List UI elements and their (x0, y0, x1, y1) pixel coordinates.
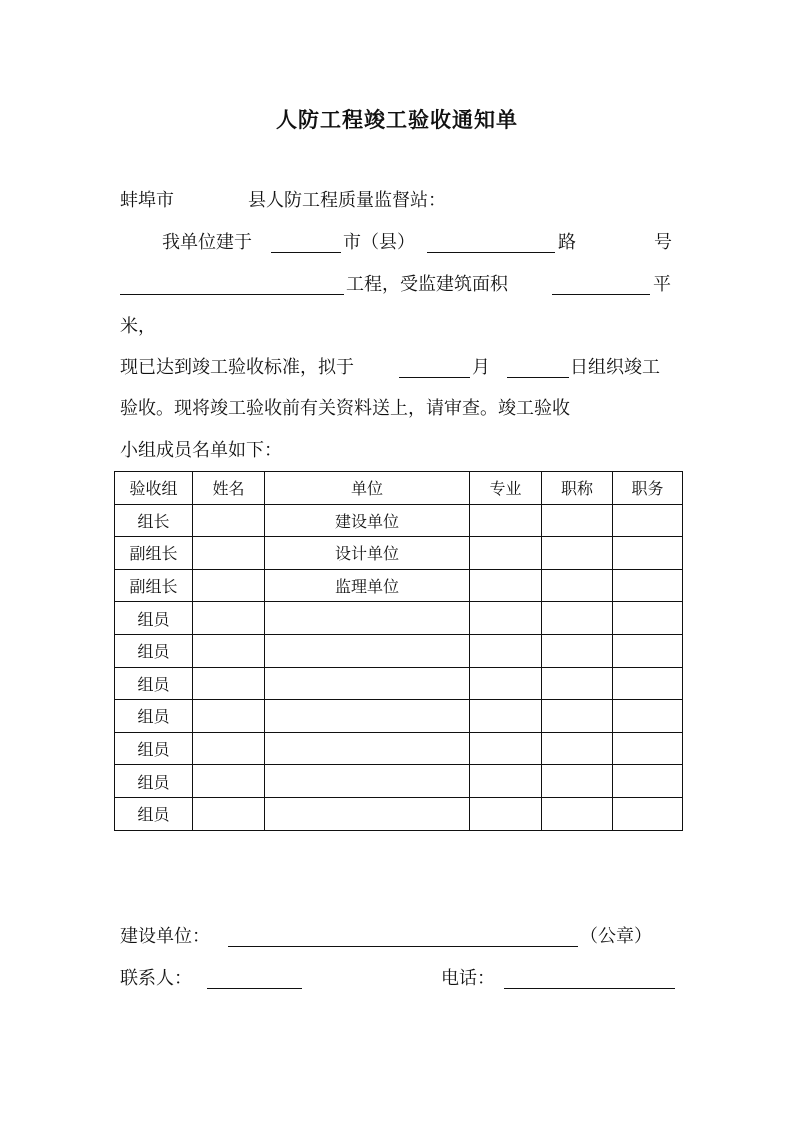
blank-contact[interactable] (207, 988, 302, 989)
cell-specialty[interactable] (470, 700, 542, 733)
para-line4-c: 日组织竣工 (570, 357, 660, 378)
addressee-station: 县人防工程质量监督站： (248, 190, 446, 211)
cell-position[interactable] (613, 569, 683, 602)
footer-seal: （公章） (580, 926, 652, 947)
cell-unit[interactable] (265, 765, 470, 798)
cell-group: 组员 (115, 667, 193, 700)
cell-title[interactable] (542, 797, 613, 830)
cell-position[interactable] (613, 634, 683, 667)
cell-name[interactable] (193, 504, 265, 537)
footer-unit-label: 建设单位： (120, 926, 210, 947)
cell-position[interactable] (613, 602, 683, 635)
cell-group: 组员 (115, 634, 193, 667)
cell-specialty[interactable] (470, 667, 542, 700)
para-line2-b: 平 (653, 274, 671, 295)
header-title: 职称 (542, 472, 613, 505)
cell-title[interactable] (542, 732, 613, 765)
table-header-row (115, 472, 683, 505)
blank-build-city[interactable] (271, 252, 341, 253)
cell-group: 组长 (115, 504, 193, 537)
cell-group: 副组长 (115, 537, 193, 570)
cell-name[interactable] (193, 634, 265, 667)
cell-group: 副组长 (115, 569, 193, 602)
table-row (115, 732, 683, 765)
addressee-city: 蚌埠市 (120, 190, 174, 211)
cell-unit: 建设单位 (265, 504, 470, 537)
cell-unit[interactable] (265, 700, 470, 733)
cell-unit[interactable] (265, 602, 470, 635)
cell-position[interactable] (613, 797, 683, 830)
cell-title[interactable] (542, 537, 613, 570)
cell-name[interactable] (193, 797, 265, 830)
cell-name[interactable] (193, 700, 265, 733)
cell-position[interactable] (613, 667, 683, 700)
cell-position[interactable] (613, 700, 683, 733)
cell-unit[interactable] (265, 667, 470, 700)
blank-road[interactable] (427, 252, 555, 253)
cell-unit: 设计单位 (265, 537, 470, 570)
cell-title[interactable] (542, 504, 613, 537)
cell-specialty[interactable] (470, 765, 542, 798)
table-row (115, 700, 683, 733)
cell-group: 组员 (115, 700, 193, 733)
para-line2-a: 工程，受监建筑面积 (346, 274, 508, 295)
table-row (115, 569, 683, 602)
table-row (115, 504, 683, 537)
cell-name[interactable] (193, 602, 265, 635)
table-row (115, 602, 683, 635)
blank-area[interactable] (552, 294, 650, 295)
header-specialty: 专业 (470, 472, 542, 505)
para-line1-b: 市（县） (343, 232, 415, 253)
blank-project-name[interactable] (120, 294, 344, 295)
table-row (115, 765, 683, 798)
cell-name[interactable] (193, 537, 265, 570)
header-group: 验收组 (115, 472, 193, 505)
cell-title[interactable] (542, 700, 613, 733)
blank-construction-unit[interactable] (228, 946, 578, 947)
cell-unit: 监理单位 (265, 569, 470, 602)
cell-specialty[interactable] (470, 569, 542, 602)
header-position: 职务 (613, 472, 683, 505)
members-table (114, 471, 683, 831)
cell-unit[interactable] (265, 634, 470, 667)
cell-title[interactable] (542, 569, 613, 602)
cell-specialty[interactable] (470, 797, 542, 830)
footer-contact-label: 联系人： (120, 968, 192, 989)
cell-position[interactable] (613, 732, 683, 765)
header-unit: 单位 (265, 472, 470, 505)
cell-specialty[interactable] (470, 504, 542, 537)
table-row (115, 797, 683, 830)
cell-name[interactable] (193, 732, 265, 765)
cell-specialty[interactable] (470, 602, 542, 635)
para-line3: 米， (120, 316, 156, 337)
blank-day[interactable] (507, 377, 569, 378)
table-row (115, 537, 683, 570)
cell-unit[interactable] (265, 732, 470, 765)
blank-phone[interactable] (504, 988, 675, 989)
table-row (115, 634, 683, 667)
cell-name[interactable] (193, 765, 265, 798)
cell-title[interactable] (542, 765, 613, 798)
cell-specialty[interactable] (470, 634, 542, 667)
cell-unit[interactable] (265, 797, 470, 830)
cell-title[interactable] (542, 634, 613, 667)
table-row (115, 667, 683, 700)
cell-group: 组员 (115, 602, 193, 635)
footer-phone-label: 电话： (441, 968, 495, 989)
cell-name[interactable] (193, 569, 265, 602)
para-line5: 验收。现将竣工验收前有关资料送上，请审查。竣工验收 (120, 398, 570, 419)
cell-position[interactable] (613, 537, 683, 570)
cell-position[interactable] (613, 504, 683, 537)
cell-title[interactable] (542, 602, 613, 635)
page-title: 人防工程竣工验收通知单 (276, 107, 518, 132)
para-line4-a: 现已达到竣工验收标准，拟于 (120, 357, 354, 378)
cell-name[interactable] (193, 667, 265, 700)
cell-group: 组员 (115, 797, 193, 830)
header-name: 姓名 (193, 472, 265, 505)
para-line4-b: 月 (472, 357, 490, 378)
cell-specialty[interactable] (470, 732, 542, 765)
cell-group: 组员 (115, 732, 193, 765)
para-line6: 小组成员名单如下： (120, 440, 282, 461)
cell-group: 组员 (115, 765, 193, 798)
cell-position[interactable] (613, 765, 683, 798)
cell-title[interactable] (542, 667, 613, 700)
blank-month[interactable] (399, 377, 470, 378)
para-line1-c: 路 (558, 232, 576, 253)
para-line1-a: 我单位建于 (162, 232, 252, 253)
para-line1-d: 号 (654, 232, 672, 253)
cell-specialty[interactable] (470, 537, 542, 570)
